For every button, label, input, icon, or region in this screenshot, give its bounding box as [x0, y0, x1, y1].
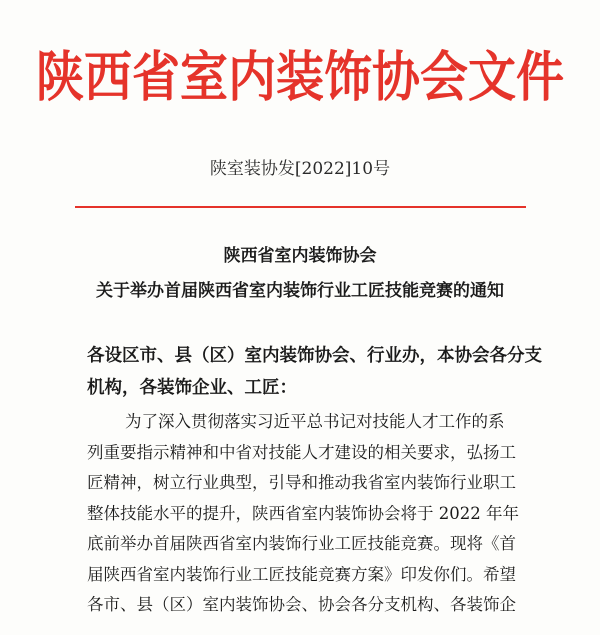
document-header-title: 陕西省室内装饰协会文件	[35, 46, 564, 109]
salutation-line: 机构，各装饰企业、工匠：	[87, 378, 297, 398]
salutation-line: 各设区市、县（区）室内装饰协会、行业办，本协会各分支	[87, 346, 542, 366]
body-line: 届陕西省室内装饰行业工匠技能竞赛方案》印发你们。希望	[87, 564, 516, 584]
red-divider-line	[75, 206, 526, 208]
body-paragraph	[87, 407, 527, 621]
body-line: 各市、县（区）室内装饰协会、协会各分支机构、各装饰企	[87, 595, 516, 614]
body-line: 整体技能水平的提升，陕西省室内装饰协会将于 2022 年年	[87, 503, 519, 523]
issuing-organization: 陕西省室内装饰协会	[223, 246, 377, 266]
notice-subject: 关于举办首届陕西省室内装饰行业工匠技能竞赛的通知	[96, 281, 504, 301]
body-line: 为了深入贯彻落实习近平总书记对技能人才工作的系	[125, 412, 505, 431]
body-line: 列重要指示精神和中省对技能人才建设的相关要求，弘扬工	[87, 442, 516, 462]
body-line: 匠精神，树立行业典型，引导和推动我省室内装饰行业职工	[87, 473, 516, 492]
salutation	[87, 340, 547, 404]
document-number: 陕室装协发[2022]10号	[209, 159, 391, 179]
body-line: 底前举办首届陕西省室内装饰行业工匠技能竞赛。现将《首	[87, 534, 516, 553]
